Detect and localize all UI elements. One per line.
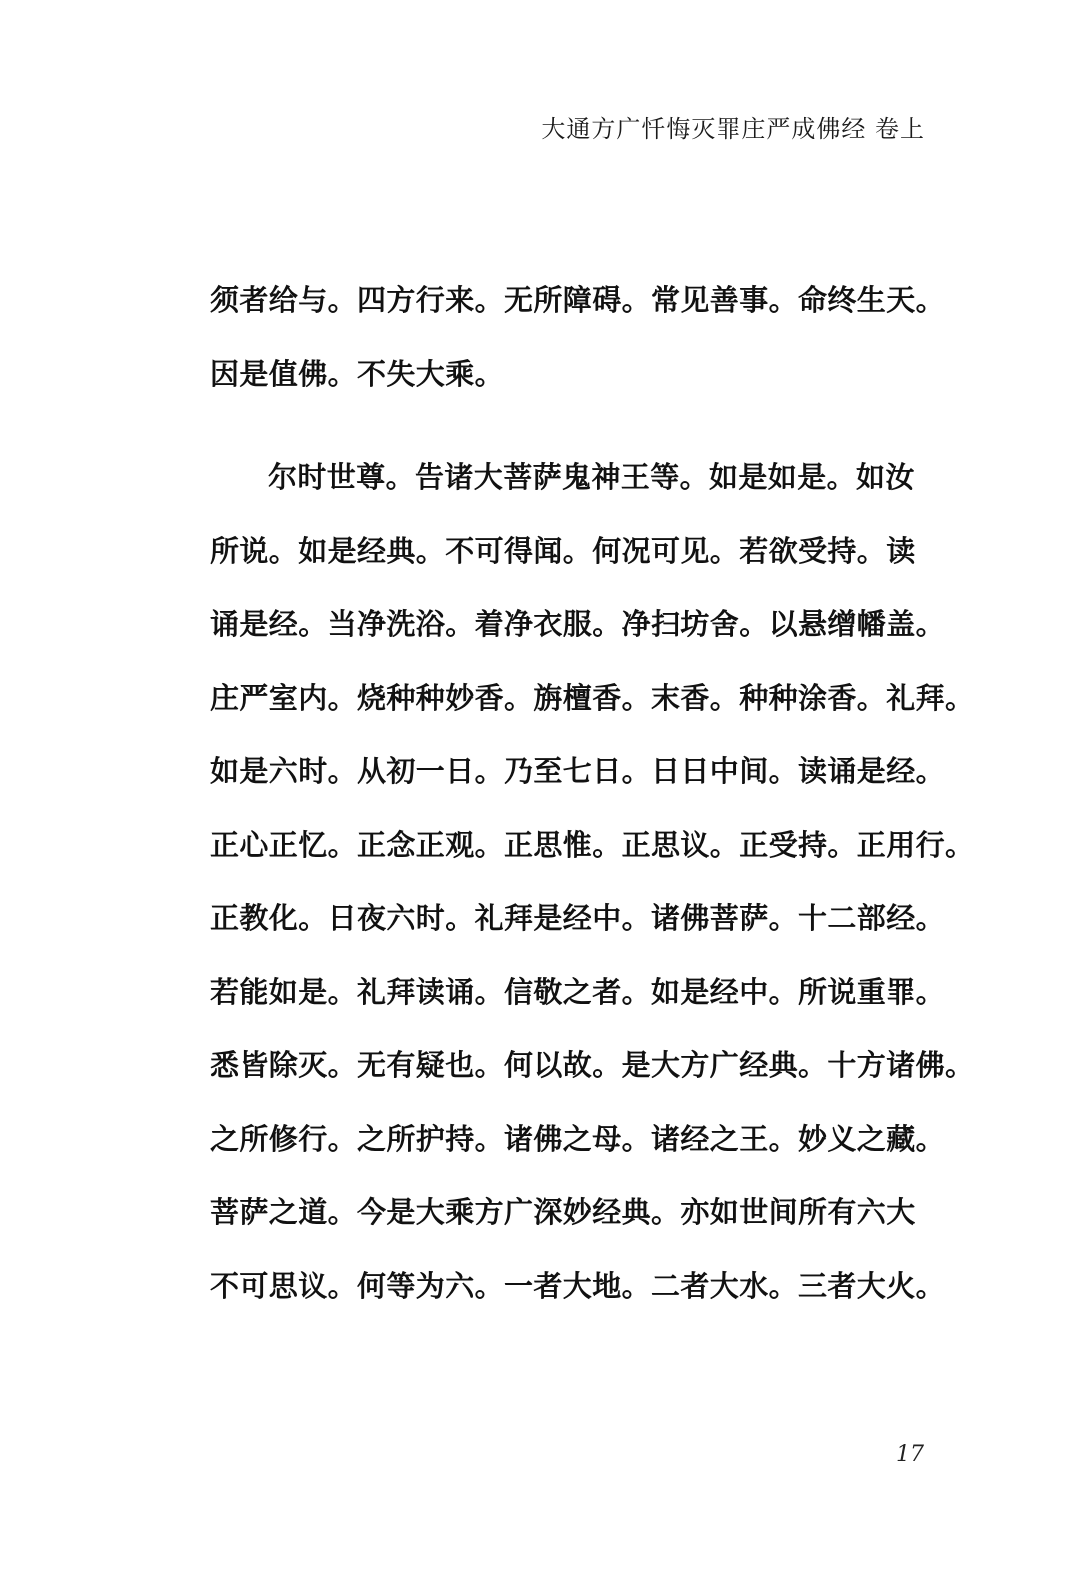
text-line: 不可思议。何等为六。一者大地。二者大水。三者大火。 <box>210 1268 946 1303</box>
text-line: 之所修行。之所护持。诸佛之母。诸经之王。妙义之藏。 <box>210 1121 946 1156</box>
text-line: 庄严室内。烧种种妙香。旃檀香。末香。种种涂香。礼拜。 <box>210 680 975 715</box>
page-number: 17 <box>896 1442 924 1467</box>
text-line: 正教化。日夜六时。礼拜是经中。诸佛菩萨。十二部经。 <box>210 901 946 935</box>
text-line: 须者给与。四方行来。无所障碍。常见善事。命终生天。 <box>210 283 946 317</box>
paragraph-1 <box>210 264 946 411</box>
text-line: 若能如是。礼拜读诵。信敬之者。如是经中。所说重罪。 <box>210 974 946 1009</box>
text-line: 正心正忆。正念正观。正思惟。正思议。正受持。正用行。 <box>210 827 975 862</box>
paragraph-2 <box>210 441 975 1323</box>
running-header-title: 大通方广忏悔灭罪庄严成佛经 卷上 <box>541 115 925 143</box>
text-line: 因是值佛。不失大乘。 <box>210 356 505 391</box>
paragraph-spacer <box>210 411 930 441</box>
text-line: 悉皆除灭。无有疑也。何以故。是大方广经典。十方诸佛。 <box>210 1048 975 1082</box>
text-line: 如是六时。从初一日。乃至七日。日日中间。读诵是经。 <box>210 754 946 788</box>
text-line: 诵是经。当净洗浴。着净衣服。净扫坊舍。以悬缯幡盖。 <box>210 607 946 641</box>
text-line-indented: 尔时世尊。告诸大菩萨鬼神王等。如是如是。如汝 <box>268 460 915 494</box>
text-line: 菩萨之道。今是大乘方广深妙经典。亦如世间所有六大 <box>210 1195 916 1229</box>
text-line: 所说。如是经典。不可得闻。何况可见。若欲受持。读 <box>210 533 916 568</box>
sutra-body-text <box>210 264 975 1323</box>
